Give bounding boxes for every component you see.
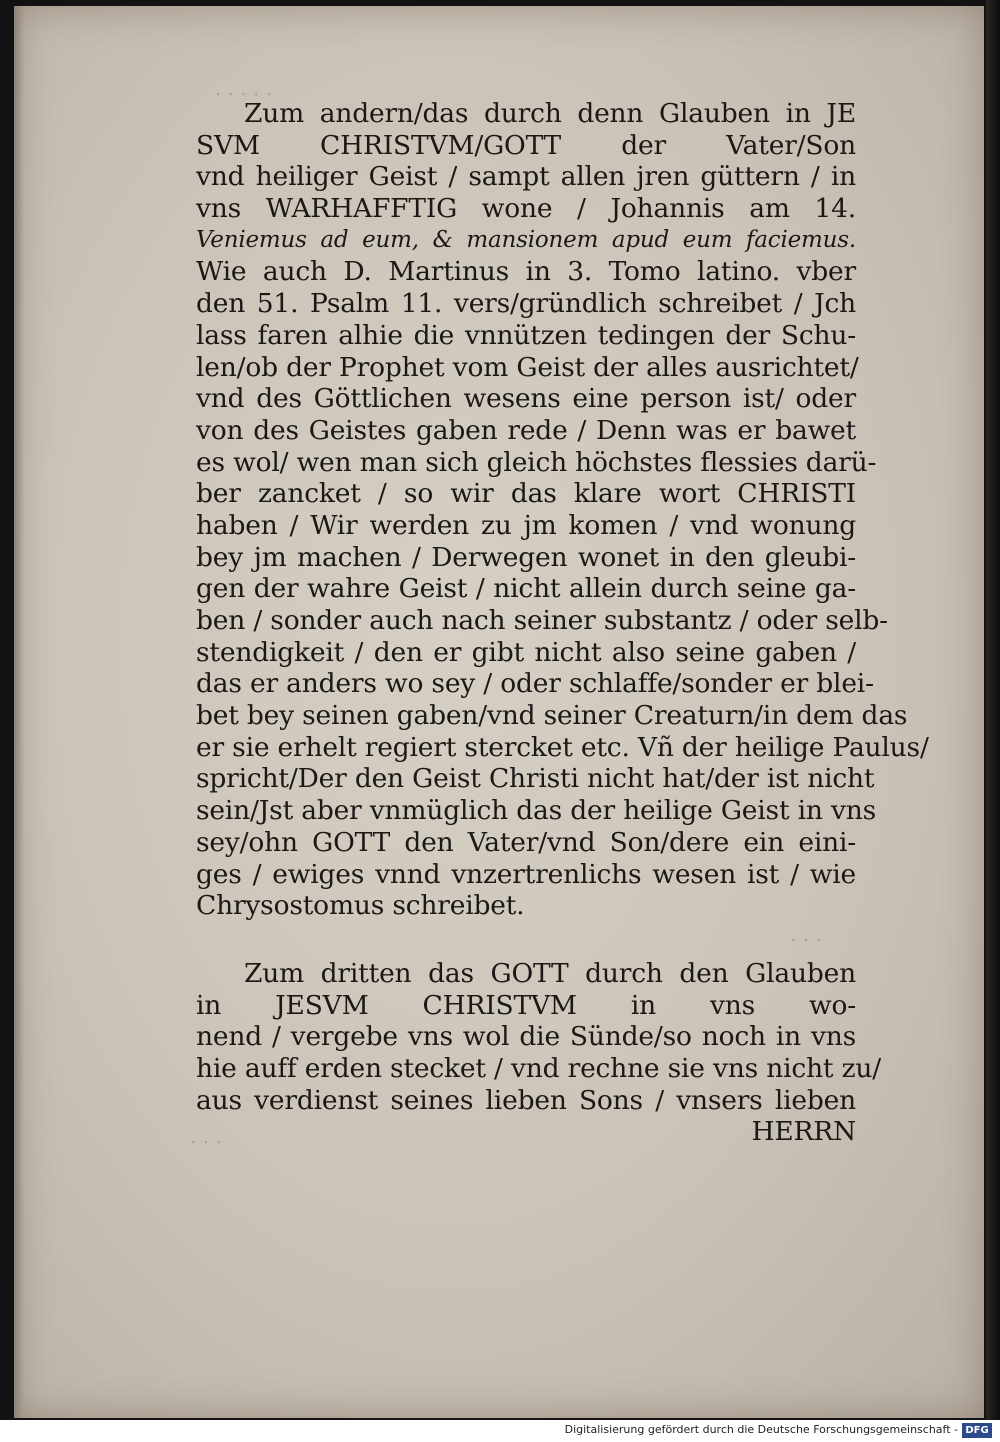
- text-line: SVM CHRISTVM/GOTT der Vater/Son: [196, 129, 856, 161]
- text-line: bet bey seinen gaben/vnd seiner Creaturn/in dem das: [196, 700, 908, 732]
- text-line: len/ob der Prophet vom Geist der alles ausrichtet/: [196, 351, 859, 383]
- text-line: spricht/Der den Geist Christi nicht hat/der ist nicht: [196, 763, 875, 795]
- scan-frame-edge: [986, 0, 1000, 1420]
- text-line: ber zancket / so wir das klare wort CHRISTI: [196, 478, 856, 510]
- text-line: Chrysostomus schreibet.: [196, 890, 525, 922]
- text-line: stendigkeit / den er gibt nicht also seine gaben /: [196, 636, 856, 668]
- dfg-logo: DFG: [962, 1423, 992, 1438]
- text-line: es wol/ wen man sich gleich höchstes flessies darü-: [196, 446, 877, 478]
- text-line: bey jm machen / Derwegen wonet in den gleubi-: [196, 541, 856, 573]
- text-line: Veniemus ad eum, & mansionem apud eum faciemus.: [196, 226, 856, 253]
- bleed-through-mark: · · ·: [790, 928, 822, 952]
- text-line: vns WARHAFFTIG wone / Johannis am 14.: [196, 193, 856, 225]
- text-line: lass faren alhie die vnnützen tedingen der Schu-: [196, 319, 856, 351]
- text-line: aus verdienst seines lieben Sons / vnsers lieben: [196, 1084, 856, 1116]
- bleed-through-mark: · · ·: [190, 1130, 222, 1154]
- catchword: HERRN: [751, 1116, 856, 1148]
- text-line: er sie erhelt regiert stercket etc. Vñ der heilige Paulus/: [196, 731, 929, 763]
- text-line: das er anders wo sey / oder schlaffe/sonder er blei-: [196, 668, 874, 700]
- paragraph-2: [196, 958, 881, 1148]
- digitization-footer: [0, 1420, 1000, 1442]
- text-line: sein/Jst aber vnmüglich das der heilige Geist in vns: [196, 795, 877, 827]
- text-line: sey/ohn GOTT den Vater/vnd Son/dere ein eini-: [196, 826, 856, 858]
- text-line: in JESVM CHRISTVM in vns wo-: [196, 989, 856, 1021]
- text-line: Zum andern/das durch denn Glauben in JE: [244, 98, 856, 129]
- text-line: von des Geistes gaben rede / Denn was er bawet: [196, 414, 856, 446]
- text-line: ben / sonder auch nach seiner substantz / oder selb-: [196, 605, 888, 636]
- text-line: Zum dritten das GOTT durch den Glauben: [244, 958, 856, 989]
- text-line: hie auff erden stecket / vnd rechne sie vns nicht zu/: [196, 1053, 881, 1085]
- text-line: ges / ewiges vnnd vnzertrenlichs wesen ist / wie: [196, 858, 856, 890]
- text-line: gen der wahre Geist / nicht allein durch seine ga-: [196, 573, 856, 605]
- text-line: vnd des Göttlichen wesens eine person ist/ oder: [196, 383, 856, 415]
- text-line: Wie auch D. Martinus in 3. Tomo latino. vber: [196, 256, 856, 288]
- paragraph-1: [196, 98, 929, 922]
- text-line: den 51. Psalm 11. vers/gründlich schreibet / Jch: [196, 288, 856, 320]
- bleed-through-mark: · · · · ·: [215, 82, 273, 106]
- text-line: haben / Wir werden zu jm komen / vnd wonung: [196, 509, 856, 541]
- text-line: nend / vergebe vns wol die Sünde/so noch in vns: [196, 1021, 856, 1053]
- page-gutter-shadow: [14, 6, 24, 1418]
- text-line: vnd heiliger Geist / sampt allen jren güttern / in: [196, 161, 856, 193]
- funding-credit: Digitalisierung gefördert durch die Deutsche Forschungsgemeinschaft -: [564, 1423, 958, 1436]
